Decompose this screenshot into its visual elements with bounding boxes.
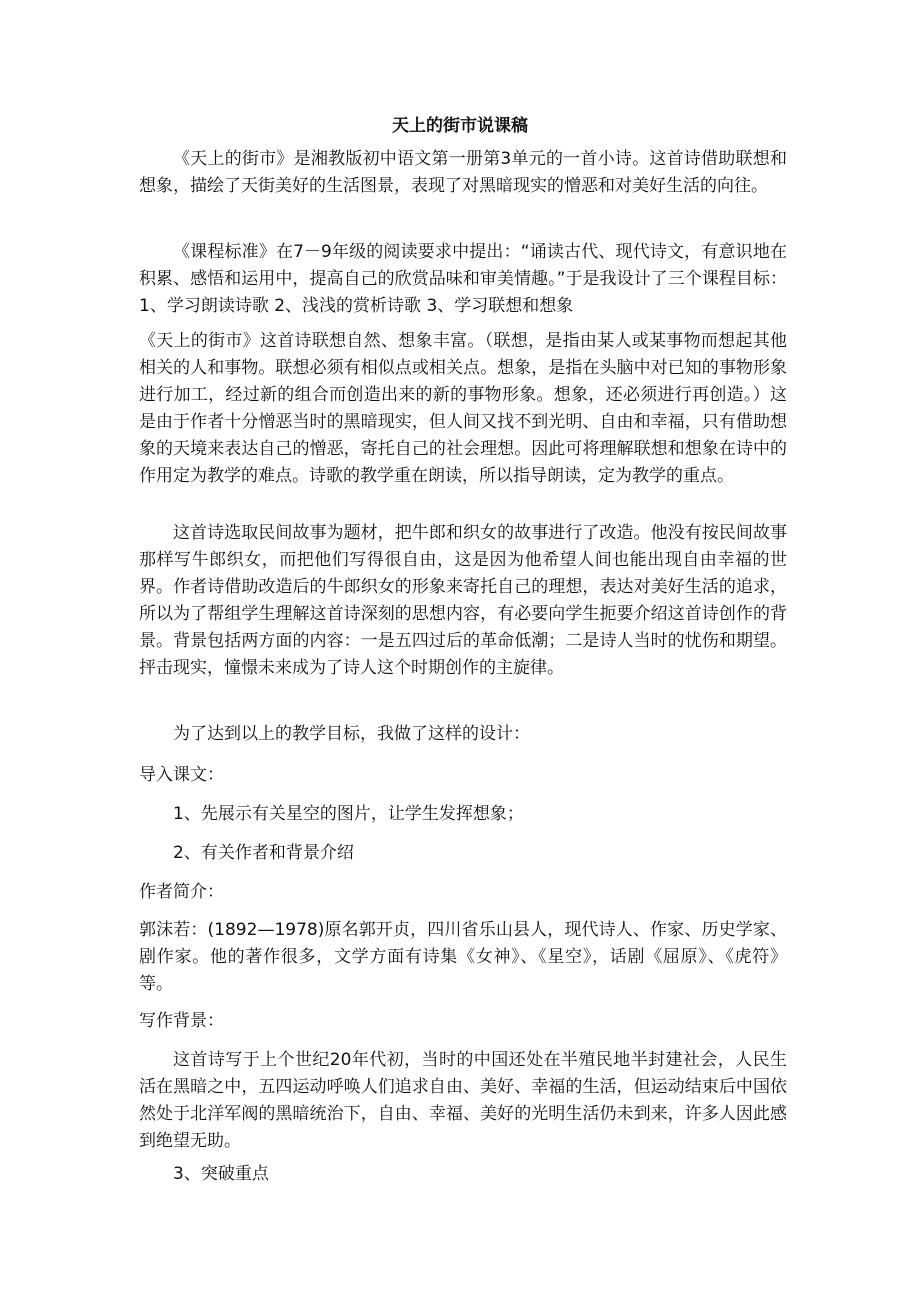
paragraph-author-bio: 郭沫若：(1892—1978)原名郭开贞，四川省乐山县人，现代诗人、作家、历史学家、剧作家。他的著作很多，文学方面有诗集《女神》、《星空》，话剧《屈原》、《虎符》等。 <box>139 920 787 994</box>
paragraph-background: 这首诗选取民间故事为题材，把牛郎和织女的故事进行了改造。他没有按民间故事那样写牛郎织女，而把他们写得很自由，这是因为他希望人间也能出现自由幸福的世界。作者诗借助改造后的牛郎织女的形象来寄托自己的理想，表达对美好生活的追求，所以为了帮组学生理解这首诗深刻的思想内容，有必要向学生扼要介绍这首诗创作的背景。背景包括两方面的内容：一是五四过后的革命低潮；二是诗人当时的忧伤和期望。抨击现实，憧憬未来成为了诗人这个时期创作的主旋律。 <box>139 523 787 678</box>
list-item-2: 2、有关作者和背景介绍 <box>173 843 354 863</box>
paragraph-design-intro: 为了达到以上的教学目标，我做了这样的设计： <box>173 724 530 744</box>
paragraph-writing-background: 这首诗写于上个世纪20年代初，当时的中国还处在半殖民地半封建社会，人民生活在黑暗之中，五四运动呼唤人们追求自由、美好、幸福的生活，但运动结束后中国依然处于北洋军阀的黑暗统治下，自由、幸福、美好的光明生活仍未到来，许多人因此感到绝望无助。 <box>139 1050 787 1151</box>
document-title: 天上的街市说课稿 <box>392 116 528 136</box>
list-item-3: 3、突破重点 <box>173 1164 269 1184</box>
paragraph-curriculum-standard: 《课程标准》在7－9年级的阅读要求中提出：“诵读古代、现代诗文，有意识地在积累、感悟和运用中，提高自己的欣赏品味和审美情趣。”于是我设计了三个课程目标：1、学习朗读诗歌 2、浅浅的赏析诗歌 3、学习联想和想象 <box>139 242 787 316</box>
heading-author-intro: 作者简介： <box>139 882 224 902</box>
list-item-1: 1、先展示有关星空的图片，让学生发挥想象； <box>173 804 524 824</box>
heading-lead-in: 导入课文： <box>139 765 224 785</box>
paragraph-association-imagination: 《天上的街市》这首诗联想自然、想象丰富。（联想，是指由某人或某事物而想起其他相关的人和事物。联想必须有相似点或相关点。想象，是指在头脑中对已知的事物形象进行加工，经过新的组合而创造出来的新的事物形象。想象，还必须进行再创造。）这是由于作者十分憎恶当时的黑暗现实，但人间又找不到光明、自由和幸福，只有借助想象的天境来表达自己的憎恶，寄托自己的社会理想。因此可将理解联想和想象在诗中的作用定为教学的难点。诗歌的教学重在朗读，所以指导朗读，定为教学的重点。 <box>139 331 787 486</box>
paragraph-intro: 《天上的街市》是湘教版初中语文第一册第3单元的一首小诗。这首诗借助联想和想象，描绘了天街美好的生活图景，表现了对黑暗现实的憎恶和对美好生活的向往。 <box>139 149 787 196</box>
heading-writing-background: 写作背景： <box>139 1011 224 1031</box>
